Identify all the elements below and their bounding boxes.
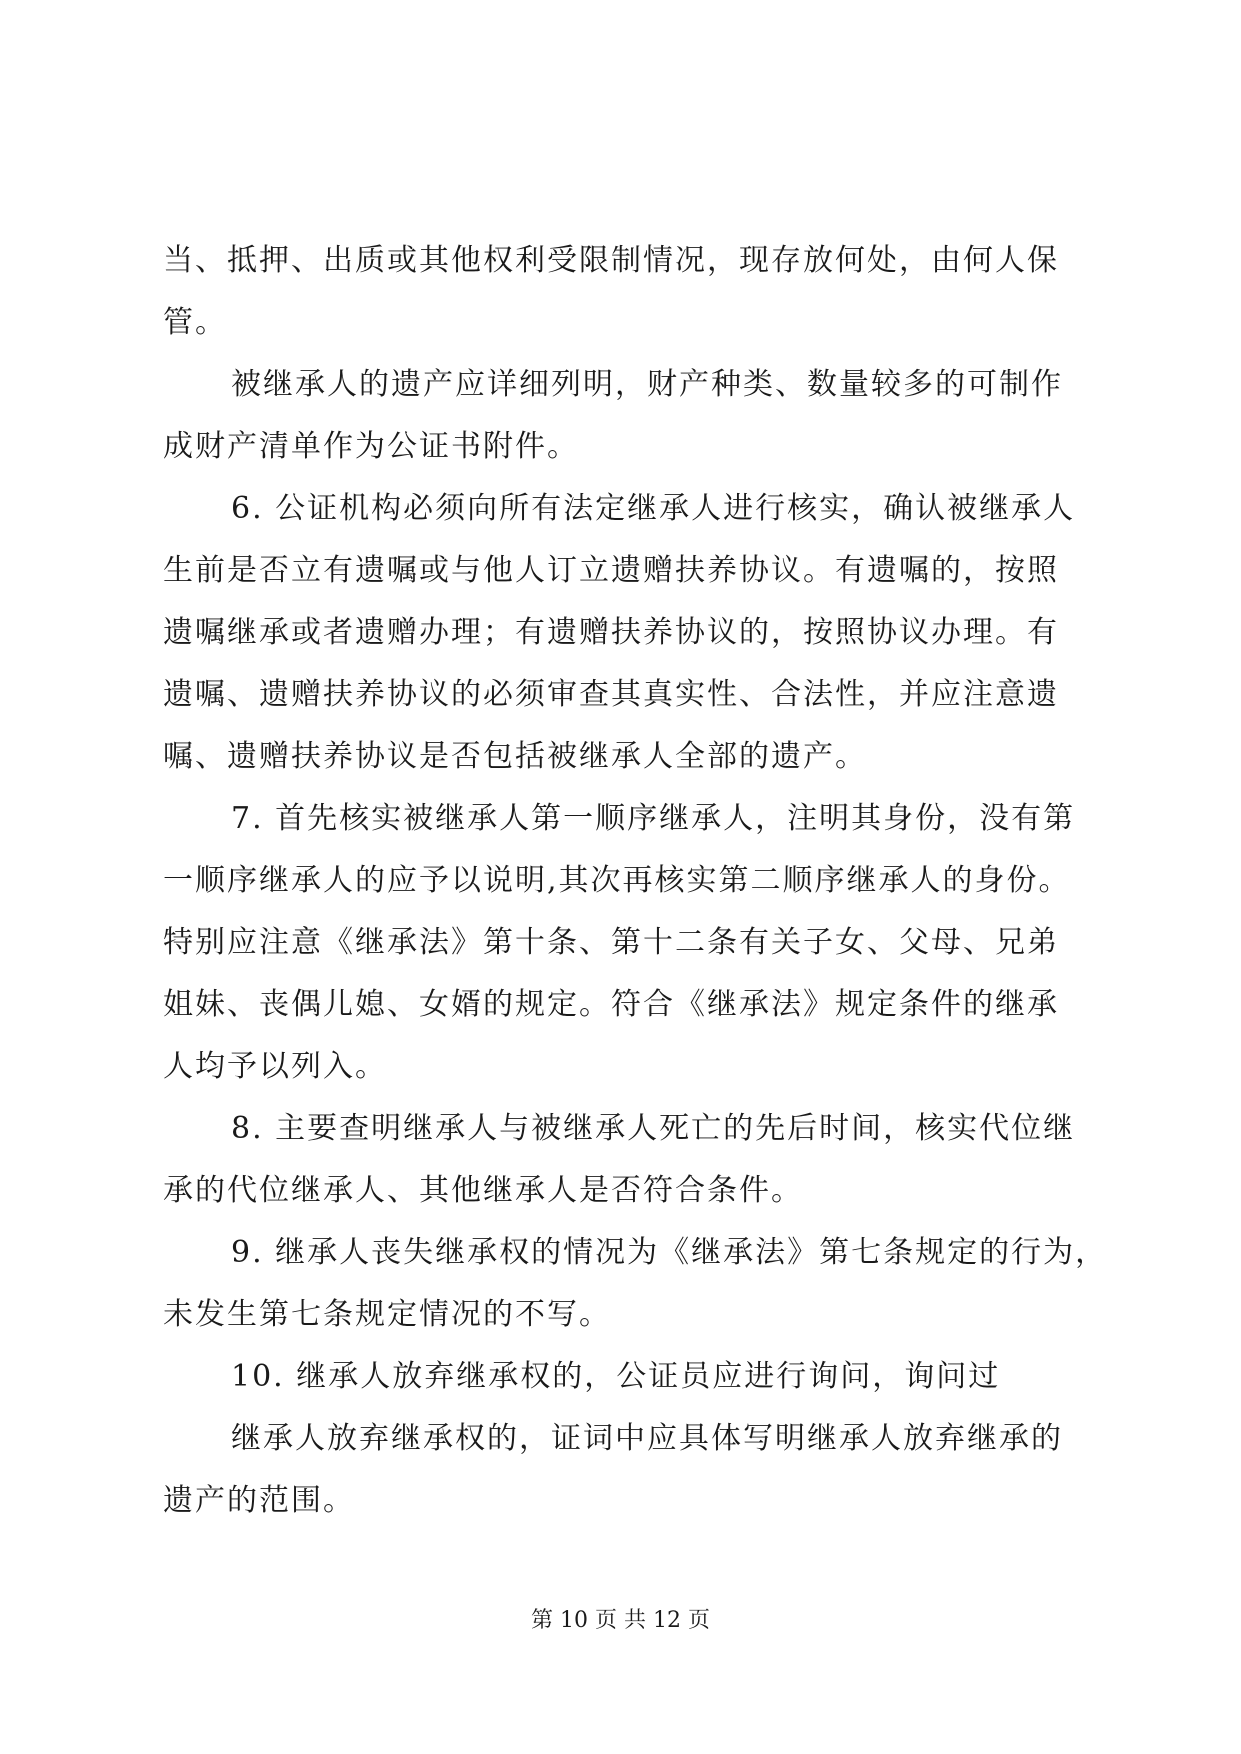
text-line: 一顺序继承人的应予以说明,其次再核实第二顺序继承人的身份。 bbox=[163, 863, 1071, 898]
text-line: 特别应注意《继承法》第十条、第十二条有关子女、父母、兄弟 bbox=[163, 925, 1059, 960]
text-line: 遗嘱继承或者遗赠办理；有遗赠扶养协议的，按照协议办理。有 bbox=[163, 615, 1059, 650]
text-line: 承的代位继承人、其他继承人是否符合条件。 bbox=[163, 1173, 803, 1208]
text-line: 姐妹、丧偶儿媳、女婿的规定。符合《继承法》规定条件的继承 bbox=[163, 987, 1059, 1022]
text-line: 遗嘱、遗赠扶养协议的必须审查其真实性、合法性，并应注意遗 bbox=[163, 677, 1059, 712]
text-line: 9. 继承人丧失继承权的情况为《继承法》第七条规定的行为， bbox=[231, 1235, 1108, 1270]
page-footer: 第 10 页 共 12 页 bbox=[531, 1608, 710, 1633]
text-line: 8. 主要查明继承人与被继承人死亡的先后时间，核实代位继 bbox=[231, 1111, 1076, 1146]
text-line: 嘱、遗赠扶养协议是否包括被继承人全部的遗产。 bbox=[163, 739, 867, 774]
body-text bbox=[163, 230, 1108, 1532]
text-line: 未发生第七条规定情况的不写。 bbox=[163, 1297, 611, 1332]
text-line: 当、抵押、出质或其他权利受限制情况，现存放何处，由何人保 bbox=[163, 243, 1059, 278]
text-line: 继承人放弃继承权的，证词中应具体写明继承人放弃继承的 bbox=[231, 1421, 1063, 1456]
text-line: 管。 bbox=[163, 305, 227, 340]
text-line: 遗产的范围。 bbox=[163, 1483, 355, 1518]
text-line: 6. 公证机构必须向所有法定继承人进行核实，确认被继承人 bbox=[231, 491, 1076, 526]
text-line: 生前是否立有遗嘱或与他人订立遗赠扶养协议。有遗嘱的，按照 bbox=[163, 553, 1059, 588]
text-line: 人均予以列入。 bbox=[163, 1049, 387, 1084]
text-line: 被继承人的遗产应详细列明，财产种类、数量较多的可制作 bbox=[231, 367, 1063, 402]
text-line: 10. 继承人放弃继承权的，公证员应进行询问，询问过 bbox=[231, 1359, 1001, 1394]
text-line: 7. 首先核实被继承人第一顺序继承人，注明其身份，没有第 bbox=[231, 801, 1076, 836]
text-line: 成财产清单作为公证书附件。 bbox=[163, 429, 579, 464]
